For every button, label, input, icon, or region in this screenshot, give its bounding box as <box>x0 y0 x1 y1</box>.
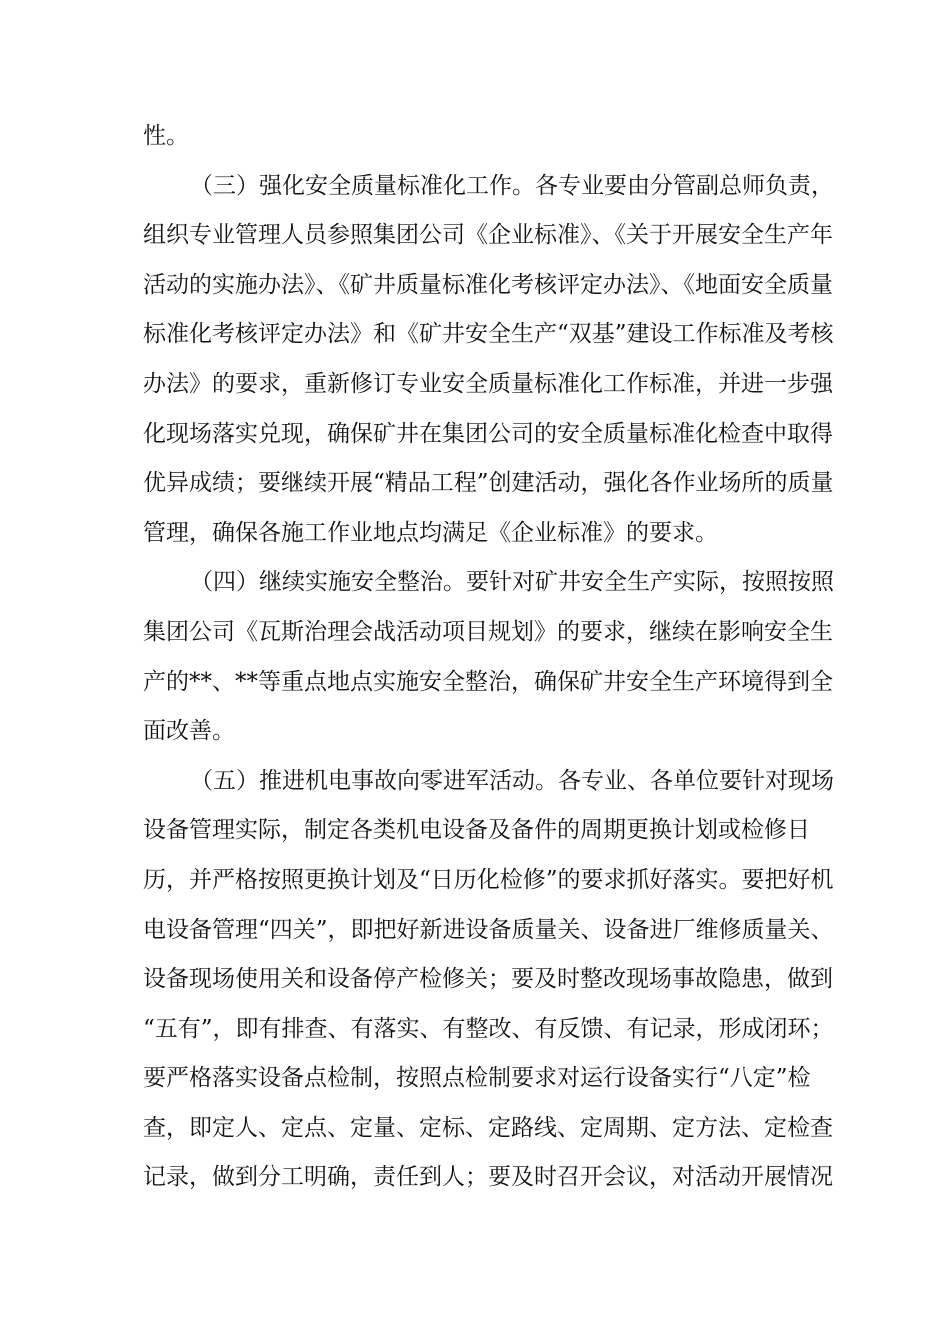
text-line: 面改善。 <box>143 718 235 745</box>
text-line: 化现场落实兑现，确保矿井在集团公司的安全质量标准化检查中取得 <box>143 420 833 447</box>
text-line: 要严格落实设备点检制，按照点检制要求对运行设备实行“八定”检 <box>143 1065 811 1092</box>
text-line: 记录，做到分工明确，责任到人；要及时召开会议，对活动开展情况 <box>143 1164 833 1191</box>
text-line: 活动的实施办法》、《矿井质量标准化考核评定办法》、《地面安全质量 <box>143 271 833 298</box>
text-line: 标准化考核评定办法》和《矿井安全生产“双基”建设工作标准及考核 <box>143 321 834 348</box>
text-line: 设备现场使用关和设备停产检修关；要及时整改现场事故隐患，做到 <box>143 966 833 993</box>
text-line: 优异成绩；要继续开展“精品工程”创建活动，强化各作业场所的质量 <box>143 470 834 497</box>
text-line: 组织专业管理人员参照集团公司《企业标准》、《关于开展安全生产年 <box>143 222 833 249</box>
text-line: （四）继续实施安全整治。要针对矿井安全生产实际，按照按照 <box>190 569 834 596</box>
text-line: “五有”，即有排查、有落实、有整改、有反馈、有记录，形成闭环； <box>143 1015 834 1042</box>
text-line: 管理，确保各施工作业地点均满足《企业标准》的要求。 <box>143 519 718 546</box>
text-line: 性。 <box>143 123 189 149</box>
text-line: 产的**、**等重点地点实施安全整治，确保矿井安全生产环境得到全 <box>143 668 833 695</box>
text-line: 集团公司《瓦斯治理会战活动项目规划》的要求，继续在影响安全生 <box>143 618 833 645</box>
text-line: 设备管理实际，制定各类机电设备及备件的周期更换计划或检修日 <box>143 817 810 844</box>
text-line: （五）推进机电事故向零进军活动。各专业、各单位要针对现场 <box>190 767 834 794</box>
text-line: 办法》的要求，重新修订专业安全质量标准化工作标准，并进一步强 <box>143 370 833 397</box>
text-line: （三）强化安全质量标准化工作。各专业要由分管副总师负责， <box>190 172 834 199</box>
text-line: 电设备管理“四关”，即把好新进设备质量关、设备进厂维修质量关、 <box>143 916 834 943</box>
text-line: 查，即定人、定点、定量、定标、定路线、定周期、定方法、定检查 <box>143 1114 833 1141</box>
document-body <box>143 112 834 1203</box>
text-line: 历，并严格按照更换计划及“日历化检修”的要求抓好落实。要把好机 <box>143 866 834 893</box>
